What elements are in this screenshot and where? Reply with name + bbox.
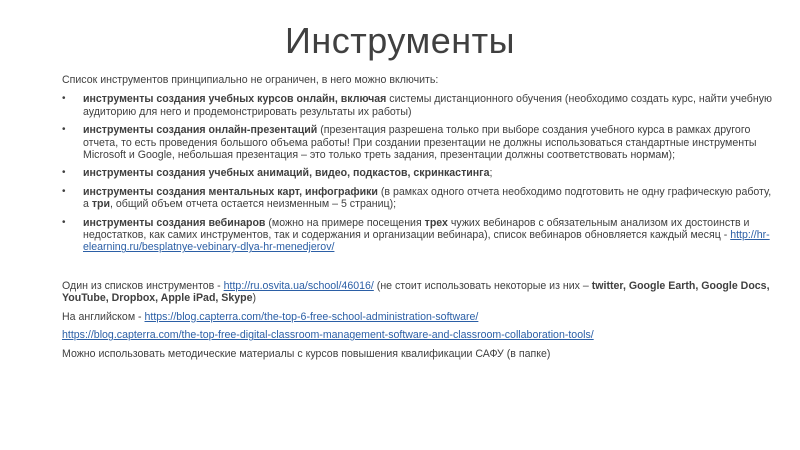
- list-item: [62, 217, 774, 254]
- item-text: (презентация разрешена только при выборе создания учебного курса в рамках другого отчета, то есть проведения большого объема работы! При создании презентации не должны использоваться стандартные инструменты Microsoft и Google, небольшая презентация – это только треть задания, презентации должны соответствовать нормам);: [83, 124, 757, 162]
- capterra-admin-link[interactable]: https://blog.capterra.com/the-top-6-free-school-administration-software/: [144, 310, 479, 323]
- para-text: На английском -: [62, 310, 145, 323]
- intro-text: Список инструментов принципиально не ограничен, в него можно включить:: [62, 74, 439, 86]
- item-text: , общий объем отчета остается неизменным – 5 страниц);: [110, 198, 397, 211]
- item-bold: инструменты создания вебинаров: [83, 216, 266, 229]
- para-text: Один из списков инструментов -: [62, 279, 224, 292]
- bullet-icon: •: [62, 167, 66, 179]
- capterra-classroom-paragraph: [62, 329, 774, 341]
- item-bold-inline: три: [91, 198, 111, 211]
- bullet-icon: •: [62, 185, 66, 197]
- osvita-link[interactable]: http://ru.osvita.ua/school/46016/: [223, 279, 374, 292]
- excluded-tools: twitter, Google Earth, Google Docs, YouTube, Dropbox, Apple iPad, Skype: [62, 279, 770, 305]
- webinars-link[interactable]: http://hr-elearning.ru/besplatnye-vebinary-dlya-hr-menedjerov/: [83, 229, 770, 254]
- tools-list: [62, 93, 774, 253]
- item-text: (в рамках одного отчета необходимо подготовить не одну графическую работу, а: [83, 185, 772, 211]
- item-bold: инструменты создания ментальных карт, инфографики: [83, 185, 378, 198]
- item-bold: инструменты создания онлайн-презентаций: [83, 124, 318, 137]
- slide-title: Инструменты: [285, 20, 515, 61]
- list-item: [62, 124, 774, 161]
- para-text: ): [252, 292, 257, 305]
- safu-paragraph: Можно использовать методические материалы с курсов повышения квалификации САФУ (в папке): [62, 347, 551, 360]
- spacer: [62, 260, 774, 280]
- item-text: чужих вебинаров с обязательным анализом их достоинств и недостатков, как самих инструментов, так и содержания и организации вебинара), список вебинаров обновляется каждый месяц -: [83, 216, 750, 242]
- item-text: системы дистанционного обучения (необходимо создать курс, найти учебную аудиторию для него и продемонстрировать результаты их работы): [83, 93, 772, 118]
- list-item: [62, 167, 774, 179]
- tools-list-paragraph: [62, 280, 774, 305]
- list-item: [62, 93, 774, 118]
- bullet-icon: •: [62, 124, 66, 136]
- slide-content: [62, 74, 774, 366]
- item-text: (можно на примере посещения: [265, 216, 425, 229]
- bullet-icon: •: [62, 93, 66, 105]
- item-bold: инструменты создания учебных анимаций, видео, подкастов, скринкастинга: [83, 167, 490, 180]
- para-text: (не стоит использовать некоторые из них –: [373, 279, 592, 292]
- item-text: ;: [489, 167, 493, 180]
- item-bold-inline: трех: [424, 216, 448, 229]
- item-bold: инструменты создания учебных курсов онлайн, включая: [83, 93, 387, 106]
- list-item: [62, 186, 774, 211]
- capterra-classroom-link[interactable]: https://blog.capterra.com/the-top-free-digital-classroom-management-software-and-classroom-collaboration-tools/: [62, 329, 594, 342]
- english-paragraph: [62, 311, 774, 323]
- bullet-icon: •: [62, 216, 66, 228]
